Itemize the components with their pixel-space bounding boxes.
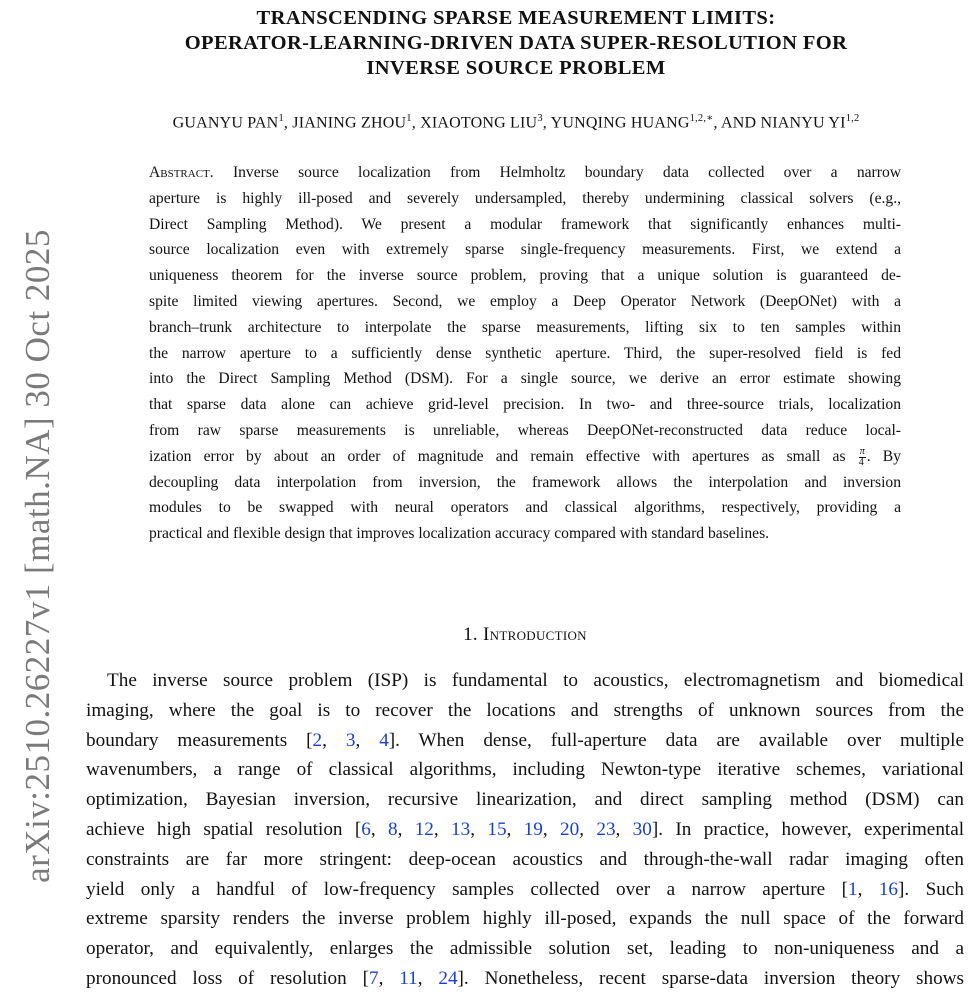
body-line bbox=[86, 934, 964, 964]
section-heading-introduction bbox=[100, 624, 950, 646]
body-line bbox=[86, 785, 964, 815]
citation-link[interactable]: 2 bbox=[312, 729, 323, 751]
author-list bbox=[100, 112, 932, 132]
author-separator: , bbox=[411, 114, 421, 132]
abstract-line: spite limited viewing apertures. Second, we employ a Deep Operator Network (DeepONet) with a bbox=[149, 292, 901, 310]
body-text-segment: , bbox=[378, 967, 400, 989]
abstract-line: uniqueness theorem for the inverse source problem, proving that a unique solution is guaranteed de- bbox=[149, 267, 901, 285]
citation-link[interactable]: 8 bbox=[387, 818, 398, 840]
abstract-line: practical and flexible design that improves localization accuracy compared with standard baselines. bbox=[149, 525, 770, 543]
body-line bbox=[86, 845, 964, 875]
abstract-line: Direct Sampling Method). We present a modular framework that significantly enhances multi- bbox=[149, 215, 901, 233]
section-number: 1. bbox=[463, 624, 478, 645]
body-text-segment: imaging, where the goal is to recover the locations and strengths of unknown sources from the bbox=[86, 699, 964, 721]
author-affiliation-marker: 3 bbox=[537, 113, 543, 124]
body-text-segment: optimization, Bayesian inversion, recursive linearization, and direct sampling method (DSM) can bbox=[86, 789, 964, 811]
body-text-segment: ]. Nonetheless, recent sparse-data inversion theory shows bbox=[457, 967, 964, 989]
body-text-segment: , bbox=[433, 818, 452, 840]
body-text-segment: , bbox=[470, 818, 488, 840]
body-text-segment: , bbox=[542, 818, 561, 840]
abstract-line: source localization even with extremely sparse single-frequency measurements. First, we extend a bbox=[149, 241, 901, 259]
body-text-segment: constraints are far more stringent: deep-ocean acoustics and through-the-wall radar imaging often bbox=[86, 848, 964, 870]
author-name: YUNQING HUANG bbox=[550, 114, 690, 132]
section-title: Introduction bbox=[483, 624, 587, 645]
body-text-segment: , bbox=[355, 729, 380, 751]
author-affiliation-marker: 1,2,∗ bbox=[689, 113, 714, 124]
citation-link[interactable]: 15 bbox=[487, 818, 507, 840]
citation-link[interactable]: 16 bbox=[878, 878, 899, 900]
abstract-line: the narrow aperture to a sufficiently dense synthetic aperture. Third, the super-resolved field is fed bbox=[149, 344, 901, 362]
body-text-segment: operator, and equivalently, enlarges the admissible solution set, leading to non-uniqueness and a bbox=[86, 938, 964, 960]
title-line: INVERSE SOURCE PROBLEM bbox=[366, 57, 666, 79]
citation-link[interactable]: 20 bbox=[560, 818, 580, 840]
title-line: TRANSCENDING SPARSE MEASUREMENT LIMITS: bbox=[256, 7, 776, 29]
body-text-segment: ]. When dense, full-aperture data are available over multiple bbox=[388, 729, 965, 751]
citation-link[interactable]: 7 bbox=[368, 967, 379, 989]
body-line bbox=[86, 726, 964, 756]
body-line bbox=[86, 904, 964, 934]
body-text-segment: ]. In practice, however, experimental bbox=[651, 818, 965, 840]
citation-link[interactable]: 4 bbox=[379, 729, 389, 751]
citation-link[interactable]: 1 bbox=[847, 878, 858, 900]
citation-link[interactable]: 23 bbox=[596, 818, 616, 840]
body-text-segment: , bbox=[397, 818, 415, 840]
body-line bbox=[86, 875, 964, 905]
author-separator: , bbox=[542, 114, 551, 132]
body-text-segment: , bbox=[322, 729, 346, 751]
body-text-segment: yield only a handful of low-frequency samples collected over a narrow aperture [ bbox=[86, 878, 848, 900]
body-line bbox=[86, 696, 964, 726]
author-separator: , AND bbox=[713, 114, 761, 132]
body-text-segment: , bbox=[370, 818, 388, 840]
author-name: XIAOTONG LIU bbox=[420, 114, 538, 132]
author-affiliation-marker: 1 bbox=[278, 113, 284, 124]
author-affiliation-marker: 1 bbox=[406, 113, 412, 124]
abstract-line: decoupling data interpolation from inversion, the framework allows the interpolation and inversion bbox=[149, 473, 901, 491]
body-text-segment: The inverse source problem (ISP) is fundamental to acoustics, electromagnetism and biomedical bbox=[107, 670, 964, 691]
body-text-segment: extreme sparsity renders the inverse problem highly ill-posed, expands the null space of the forward bbox=[86, 908, 964, 930]
arxiv-identifier-stamp bbox=[14, 0, 62, 1000]
citation-link[interactable]: 11 bbox=[399, 967, 418, 989]
abstract-line: that sparse data alone can achieve grid-level precision. In two- and three-source trials, localization bbox=[149, 396, 901, 414]
body-text-segment: pronounced loss of resolution [ bbox=[86, 967, 369, 989]
citation-link[interactable]: 30 bbox=[632, 818, 652, 840]
abstract-label: Abstract. bbox=[149, 164, 214, 181]
citation-link[interactable]: 19 bbox=[523, 818, 543, 840]
author-name: NIANYU YI bbox=[760, 114, 846, 132]
citation-link[interactable]: 3 bbox=[345, 729, 356, 751]
abstract-line: into the Direct Sampling Method (DSM). For a single source, we derive an error estimate showing bbox=[149, 370, 901, 388]
abstract-line: Abstract. Inverse source localization from Helmholtz boundary data collected over a narrow bbox=[149, 164, 901, 181]
paper-title bbox=[100, 6, 932, 81]
body-line bbox=[86, 964, 964, 994]
abstract-line: ization error by about an order of magnitude and remain effective with apertures as small as $\frac{\pi}{4}$ . By bbox=[149, 445, 901, 468]
body-text-segment: , bbox=[417, 967, 439, 989]
body-text-segment: wavenumbers, a range of classical algorithms, including Newton-type iterative schemes, variational bbox=[86, 759, 964, 781]
body-text-segment: , bbox=[506, 818, 524, 840]
body-line bbox=[86, 666, 964, 696]
body-text-segment: achieve high spatial resolution [ bbox=[86, 818, 362, 840]
pi-over-four-fraction: $\frac{\pi}{4}$ bbox=[858, 445, 865, 468]
body-line bbox=[86, 755, 964, 785]
author-name: GUANYU PAN bbox=[172, 114, 279, 132]
abstract-line: aperture is highly ill-posed and severely undersampled, thereby undermining classical solvers (e.g., bbox=[149, 189, 901, 207]
body-line bbox=[86, 815, 964, 845]
abstract-line: from raw sparse measurements is unreliable, whereas DeepONet-reconstructed data reduce local- bbox=[149, 421, 901, 439]
body-text-segment: boundary measurements [ bbox=[86, 729, 313, 751]
abstract bbox=[149, 160, 901, 547]
title-line: OPERATOR-LEARNING-DRIVEN DATA SUPER-RESOLUTION FOR bbox=[184, 32, 848, 54]
abstract-line: branch–trunk architecture to interpolate the sparse measurements, lifting six to ten samples within bbox=[149, 318, 901, 336]
citation-link[interactable]: 24 bbox=[438, 967, 458, 989]
arxiv-id-text: arXiv:2510.26227v1 [math.NA] 30 Oct 2025 bbox=[18, 229, 57, 883]
body-text-segment: ]. Such bbox=[898, 878, 965, 900]
citation-link[interactable]: 12 bbox=[414, 818, 434, 840]
author-separator: , bbox=[283, 114, 293, 132]
body-text-segment: , bbox=[579, 818, 597, 840]
citation-link[interactable]: 6 bbox=[361, 818, 371, 840]
abstract-line: modules to be swapped with neural operators and classical algorithms, respectively, providing a bbox=[149, 499, 901, 517]
body-text-segment: , bbox=[615, 818, 633, 840]
author-name: JIANING ZHOU bbox=[292, 114, 407, 132]
author-affiliation-marker: 1,2 bbox=[845, 113, 860, 124]
citation-link[interactable]: 13 bbox=[451, 818, 471, 840]
introduction-body bbox=[86, 666, 964, 994]
body-text-segment: , bbox=[857, 878, 879, 900]
